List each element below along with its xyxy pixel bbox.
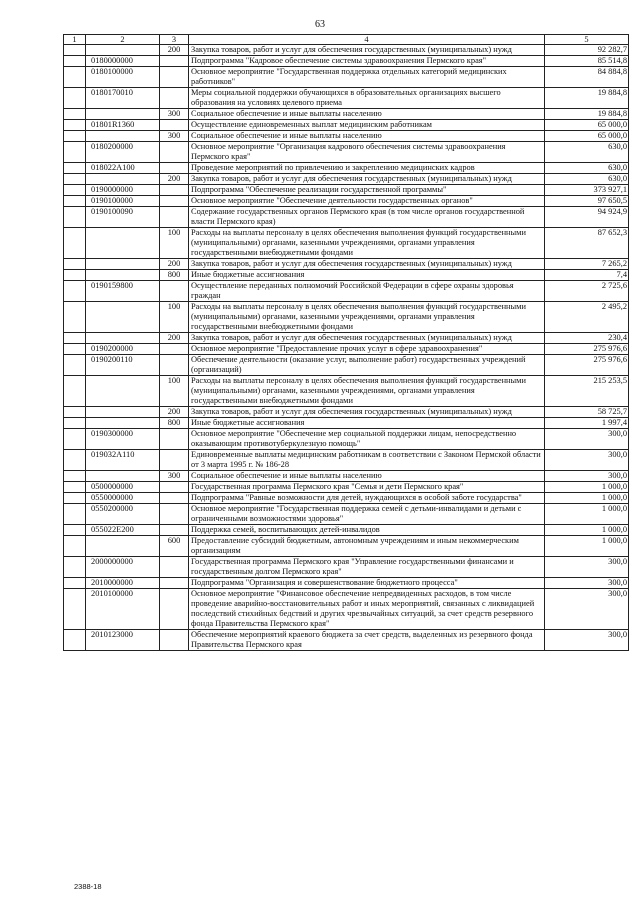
table-row xyxy=(64,355,629,376)
cell-target-code xyxy=(86,418,160,429)
table-row xyxy=(64,270,629,281)
cell-expense-type xyxy=(160,281,189,302)
cell-name: Расходы на выплаты персоналу в целях обеспечения выполнения функций государственными (муниципальными) органами, казенными учреждениями, органами управления государственными внебюджетными фондами xyxy=(189,376,545,407)
table-row xyxy=(64,536,629,557)
cell-target-code xyxy=(86,536,160,557)
cell-name: Обеспечение мероприятий краевого бюджета за счет средств, выделенных из резервного фонда Правительства Пермского края xyxy=(189,630,545,651)
cell-section xyxy=(64,281,86,302)
cell-expense-type xyxy=(160,525,189,536)
table-row xyxy=(64,67,629,88)
cell-amount: 300,0 xyxy=(545,471,629,482)
cell-expense-type xyxy=(160,56,189,67)
page-number: 63 xyxy=(315,19,325,30)
cell-section xyxy=(64,120,86,131)
cell-target-code: 01801R1360 xyxy=(86,120,160,131)
cell-expense-type xyxy=(160,142,189,163)
table-row xyxy=(64,471,629,482)
cell-section xyxy=(64,557,86,578)
cell-target-code xyxy=(86,376,160,407)
cell-amount: 7 265,2 xyxy=(545,259,629,270)
cell-name: Проведение мероприятий по привлечению и закреплению медицинских кадров xyxy=(189,163,545,174)
cell-expense-type xyxy=(160,344,189,355)
table-row xyxy=(64,344,629,355)
cell-section xyxy=(64,67,86,88)
cell-target-code xyxy=(86,228,160,259)
cell-expense-type xyxy=(160,630,189,651)
cell-expense-type: 200 xyxy=(160,407,189,418)
cell-name: Закупка товаров, работ и услуг для обеспечения государственных (муниципальных) нужд xyxy=(189,45,545,56)
budget-table xyxy=(63,34,629,651)
cell-amount: 1 000,0 xyxy=(545,536,629,557)
cell-name: Осуществление единовременных выплат медицинским работникам xyxy=(189,120,545,131)
cell-amount: 1 000,0 xyxy=(545,525,629,536)
cell-amount: 230,4 xyxy=(545,333,629,344)
cell-name: Основное мероприятие "Финансовое обеспечение непредвиденных расходов, в том числе проведение аварийно-восстановительных работ и иных мероприятий, связанных с ликвидацией последствий стихийных бедствий и других чрезвычайных ситуаций, за счет средств резервного фонда Правительства Пермского края" xyxy=(189,589,545,630)
cell-target-code xyxy=(86,259,160,270)
cell-name: Основное мероприятие "Государственная поддержка семей с детьми-инвалидами и детьми с ограниченными возможностями здоровья" xyxy=(189,504,545,525)
cell-amount: 97 650,5 xyxy=(545,196,629,207)
cell-target-code: 0550000000 xyxy=(86,493,160,504)
cell-name: Основное мероприятие "Предоставление прочих услуг в сфере здравоохранения" xyxy=(189,344,545,355)
cell-expense-type: 300 xyxy=(160,109,189,120)
table-row xyxy=(64,630,629,651)
cell-amount: 300,0 xyxy=(545,429,629,450)
cell-name: Подпрограмма "Кадровое обеспечение системы здравоохранения Пермского края" xyxy=(189,56,545,67)
cell-target-code: 0190200110 xyxy=(86,355,160,376)
cell-section xyxy=(64,504,86,525)
cell-target-code: 2010000000 xyxy=(86,578,160,589)
table-row xyxy=(64,333,629,344)
cell-name: Иные бюджетные ассигнования xyxy=(189,270,545,281)
cell-expense-type xyxy=(160,482,189,493)
cell-target-code xyxy=(86,471,160,482)
cell-expense-type xyxy=(160,578,189,589)
cell-expense-type xyxy=(160,67,189,88)
cell-section xyxy=(64,429,86,450)
cell-name: Государственная программа Пермского края "Семья и дети Пермского края" xyxy=(189,482,545,493)
cell-amount: 300,0 xyxy=(545,589,629,630)
header-row xyxy=(64,35,629,45)
table-row xyxy=(64,493,629,504)
cell-amount: 85 514,8 xyxy=(545,56,629,67)
cell-section xyxy=(64,471,86,482)
cell-section xyxy=(64,88,86,109)
cell-target-code: 0190300000 xyxy=(86,429,160,450)
cell-amount: 630,0 xyxy=(545,142,629,163)
cell-name: Расходы на выплаты персоналу в целях обеспечения выполнения функций государственными (муниципальными) органами, казенными учреждениями, органами управления государственными внебюджетными фондами xyxy=(189,302,545,333)
cell-target-code: 018022A100 xyxy=(86,163,160,174)
cell-target-code xyxy=(86,45,160,56)
cell-expense-type xyxy=(160,185,189,196)
cell-section xyxy=(64,333,86,344)
cell-amount: 1 000,0 xyxy=(545,493,629,504)
cell-section xyxy=(64,589,86,630)
cell-target-code: 0190100000 xyxy=(86,196,160,207)
cell-expense-type xyxy=(160,450,189,471)
cell-target-code: 0180100000 xyxy=(86,67,160,88)
cell-target-code: 0190000000 xyxy=(86,185,160,196)
cell-amount: 300,0 xyxy=(545,450,629,471)
cell-target-code xyxy=(86,333,160,344)
cell-name: Предоставление субсидий бюджетным, автономным учреждениям и иным некоммерческим организациям xyxy=(189,536,545,557)
cell-amount: 87 652,3 xyxy=(545,228,629,259)
cell-name: Основное мероприятие "Государственная поддержка отдельных категорий медицинских работников" xyxy=(189,67,545,88)
cell-expense-type: 200 xyxy=(160,174,189,185)
cell-section xyxy=(64,270,86,281)
table-row xyxy=(64,482,629,493)
cell-target-code: 055022E200 xyxy=(86,525,160,536)
cell-amount: 300,0 xyxy=(545,557,629,578)
cell-name: Государственная программа Пермского края "Управление государственными финансами и государственным долгом Пермского края" xyxy=(189,557,545,578)
cell-amount: 275 976,6 xyxy=(545,344,629,355)
cell-expense-type xyxy=(160,429,189,450)
table-row xyxy=(64,418,629,429)
cell-section xyxy=(64,207,86,228)
cell-target-code xyxy=(86,131,160,142)
cell-section xyxy=(64,376,86,407)
table-row xyxy=(64,407,629,418)
table-row xyxy=(64,578,629,589)
table-row xyxy=(64,120,629,131)
cell-amount: 630,0 xyxy=(545,163,629,174)
cell-name: Расходы на выплаты персоналу в целях обеспечения выполнения функций государственными (муниципальными) органами, казенными учреждениями, органами управления государственными внебюджетными фондами xyxy=(189,228,545,259)
cell-name: Содержание государственных органов Пермского края (в том числе органов государственной власти Пермского края) xyxy=(189,207,545,228)
cell-expense-type xyxy=(160,88,189,109)
cell-name: Закупка товаров, работ и услуг для обеспечения государственных (муниципальных) нужд xyxy=(189,333,545,344)
cell-name: Закупка товаров, работ и услуг для обеспечения государственных (муниципальных) нужд xyxy=(189,259,545,270)
table-row xyxy=(64,109,629,120)
cell-expense-type: 200 xyxy=(160,45,189,56)
cell-section xyxy=(64,525,86,536)
cell-name: Основное мероприятие "Обеспечение мер социальной поддержки лицам, непосредственно оказывающим противотуберкулезную помощь" xyxy=(189,429,545,450)
cell-name: Социальное обеспечение и иные выплаты населению xyxy=(189,131,545,142)
cell-expense-type xyxy=(160,504,189,525)
cell-name: Закупка товаров, работ и услуг для обеспечения государственных (муниципальных) нужд xyxy=(189,407,545,418)
cell-section xyxy=(64,450,86,471)
cell-expense-type xyxy=(160,355,189,376)
table-row xyxy=(64,142,629,163)
table-row xyxy=(64,185,629,196)
table-row xyxy=(64,525,629,536)
cell-amount: 19 884,8 xyxy=(545,88,629,109)
cell-target-code: 2010100000 xyxy=(86,589,160,630)
cell-expense-type xyxy=(160,493,189,504)
table-body xyxy=(64,45,629,651)
cell-name: Основное мероприятие "Обеспечение деятельности государственных органов" xyxy=(189,196,545,207)
column-header: 1 xyxy=(64,35,86,45)
cell-section xyxy=(64,45,86,56)
table-row xyxy=(64,228,629,259)
cell-name: Закупка товаров, работ и услуг для обеспечения государственных (муниципальных) нужд xyxy=(189,174,545,185)
cell-name: Подпрограмма "Организация и совершенствование бюджетного процесса" xyxy=(189,578,545,589)
cell-amount: 65 000,0 xyxy=(545,120,629,131)
cell-target-code: 0180170010 xyxy=(86,88,160,109)
table-row xyxy=(64,131,629,142)
cell-amount: 2 725,6 xyxy=(545,281,629,302)
cell-name: Обеспечение деятельности (оказание услуг, выполнение работ) государственных учреждений (организаций) xyxy=(189,355,545,376)
cell-section xyxy=(64,630,86,651)
column-header: 3 xyxy=(160,35,189,45)
cell-target-code xyxy=(86,407,160,418)
cell-section xyxy=(64,185,86,196)
cell-amount: 84 884,8 xyxy=(545,67,629,88)
cell-section xyxy=(64,196,86,207)
cell-expense-type xyxy=(160,557,189,578)
cell-target-code xyxy=(86,109,160,120)
cell-expense-type: 800 xyxy=(160,270,189,281)
cell-amount: 1 997,4 xyxy=(545,418,629,429)
cell-expense-type: 200 xyxy=(160,259,189,270)
document-code: 2388-18 xyxy=(74,882,102,891)
cell-target-code: 0190100090 xyxy=(86,207,160,228)
cell-section xyxy=(64,482,86,493)
cell-amount: 94 924,9 xyxy=(545,207,629,228)
cell-amount: 65 000,0 xyxy=(545,131,629,142)
cell-section xyxy=(64,142,86,163)
cell-section xyxy=(64,578,86,589)
cell-expense-type: 300 xyxy=(160,471,189,482)
table-row xyxy=(64,281,629,302)
table-row xyxy=(64,429,629,450)
cell-target-code: 0190159800 xyxy=(86,281,160,302)
cell-amount: 630,0 xyxy=(545,174,629,185)
cell-expense-type xyxy=(160,163,189,174)
cell-target-code xyxy=(86,174,160,185)
cell-section xyxy=(64,163,86,174)
cell-expense-type: 100 xyxy=(160,228,189,259)
cell-section xyxy=(64,302,86,333)
cell-section xyxy=(64,174,86,185)
cell-section xyxy=(64,259,86,270)
cell-target-code: 2010123000 xyxy=(86,630,160,651)
cell-amount: 58 725,7 xyxy=(545,407,629,418)
cell-target-code: 019032A110 xyxy=(86,450,160,471)
cell-name: Единовременные выплаты медицинским работникам в соответствии с Законом Пермской области от 3 марта 1995 г. № 186-28 xyxy=(189,450,545,471)
column-header: 4 xyxy=(189,35,545,45)
cell-section xyxy=(64,56,86,67)
cell-name: Основное мероприятие "Организация кадрового обеспечения системы здравоохранения Пермского края" xyxy=(189,142,545,163)
cell-amount: 215 253,5 xyxy=(545,376,629,407)
cell-expense-type: 100 xyxy=(160,302,189,333)
table-row xyxy=(64,376,629,407)
cell-target-code: 0550200000 xyxy=(86,504,160,525)
table-row xyxy=(64,196,629,207)
cell-section xyxy=(64,344,86,355)
cell-section xyxy=(64,418,86,429)
cell-section xyxy=(64,355,86,376)
cell-amount: 19 884,8 xyxy=(545,109,629,120)
cell-expense-type xyxy=(160,589,189,630)
cell-amount: 1 000,0 xyxy=(545,482,629,493)
cell-name: Социальное обеспечение и иные выплаты населению xyxy=(189,471,545,482)
cell-section xyxy=(64,228,86,259)
cell-section xyxy=(64,109,86,120)
cell-section xyxy=(64,131,86,142)
table-row xyxy=(64,504,629,525)
cell-name: Подпрограмма "Равные возможности для детей, нуждающихся в особой заботе государства" xyxy=(189,493,545,504)
cell-target-code: 0180000000 xyxy=(86,56,160,67)
table-row xyxy=(64,302,629,333)
cell-name: Меры социальной поддержки обучающихся в образовательных организациях высшего образования на условиях целевого приема xyxy=(189,88,545,109)
cell-expense-type: 600 xyxy=(160,536,189,557)
cell-amount: 300,0 xyxy=(545,578,629,589)
table-row xyxy=(64,207,629,228)
table-row xyxy=(64,557,629,578)
column-header: 2 xyxy=(86,35,160,45)
table-row xyxy=(64,163,629,174)
cell-amount: 275 976,6 xyxy=(545,355,629,376)
cell-expense-type: 200 xyxy=(160,333,189,344)
cell-amount: 92 282,7 xyxy=(545,45,629,56)
cell-expense-type: 800 xyxy=(160,418,189,429)
cell-amount: 7,4 xyxy=(545,270,629,281)
table-row xyxy=(64,88,629,109)
cell-section xyxy=(64,536,86,557)
cell-target-code xyxy=(86,302,160,333)
cell-amount: 373 927,1 xyxy=(545,185,629,196)
cell-amount: 2 495,2 xyxy=(545,302,629,333)
cell-amount: 300,0 xyxy=(545,630,629,651)
cell-target-code: 0190200000 xyxy=(86,344,160,355)
cell-expense-type xyxy=(160,120,189,131)
cell-section xyxy=(64,493,86,504)
cell-name: Социальное обеспечение и иные выплаты населению xyxy=(189,109,545,120)
cell-name: Поддержка семей, воспитывающих детей-инвалидов xyxy=(189,525,545,536)
cell-target-code xyxy=(86,270,160,281)
cell-target-code: 2000000000 xyxy=(86,557,160,578)
cell-target-code: 0180200000 xyxy=(86,142,160,163)
cell-name: Подпрограмма "Обеспечение реализации государственной программы" xyxy=(189,185,545,196)
cell-section xyxy=(64,407,86,418)
cell-amount: 1 000,0 xyxy=(545,504,629,525)
table-row xyxy=(64,45,629,56)
cell-name: Иные бюджетные ассигнования xyxy=(189,418,545,429)
cell-expense-type xyxy=(160,196,189,207)
cell-expense-type: 100 xyxy=(160,376,189,407)
cell-expense-type xyxy=(160,207,189,228)
table-row xyxy=(64,450,629,471)
cell-expense-type: 300 xyxy=(160,131,189,142)
table-row xyxy=(64,589,629,630)
column-header: 5 xyxy=(545,35,629,45)
table-row xyxy=(64,174,629,185)
cell-name: Осуществление переданных полномочий Российской Федерации в сфере охраны здоровья граждан xyxy=(189,281,545,302)
cell-target-code: 0500000000 xyxy=(86,482,160,493)
table-row xyxy=(64,259,629,270)
table-row xyxy=(64,56,629,67)
